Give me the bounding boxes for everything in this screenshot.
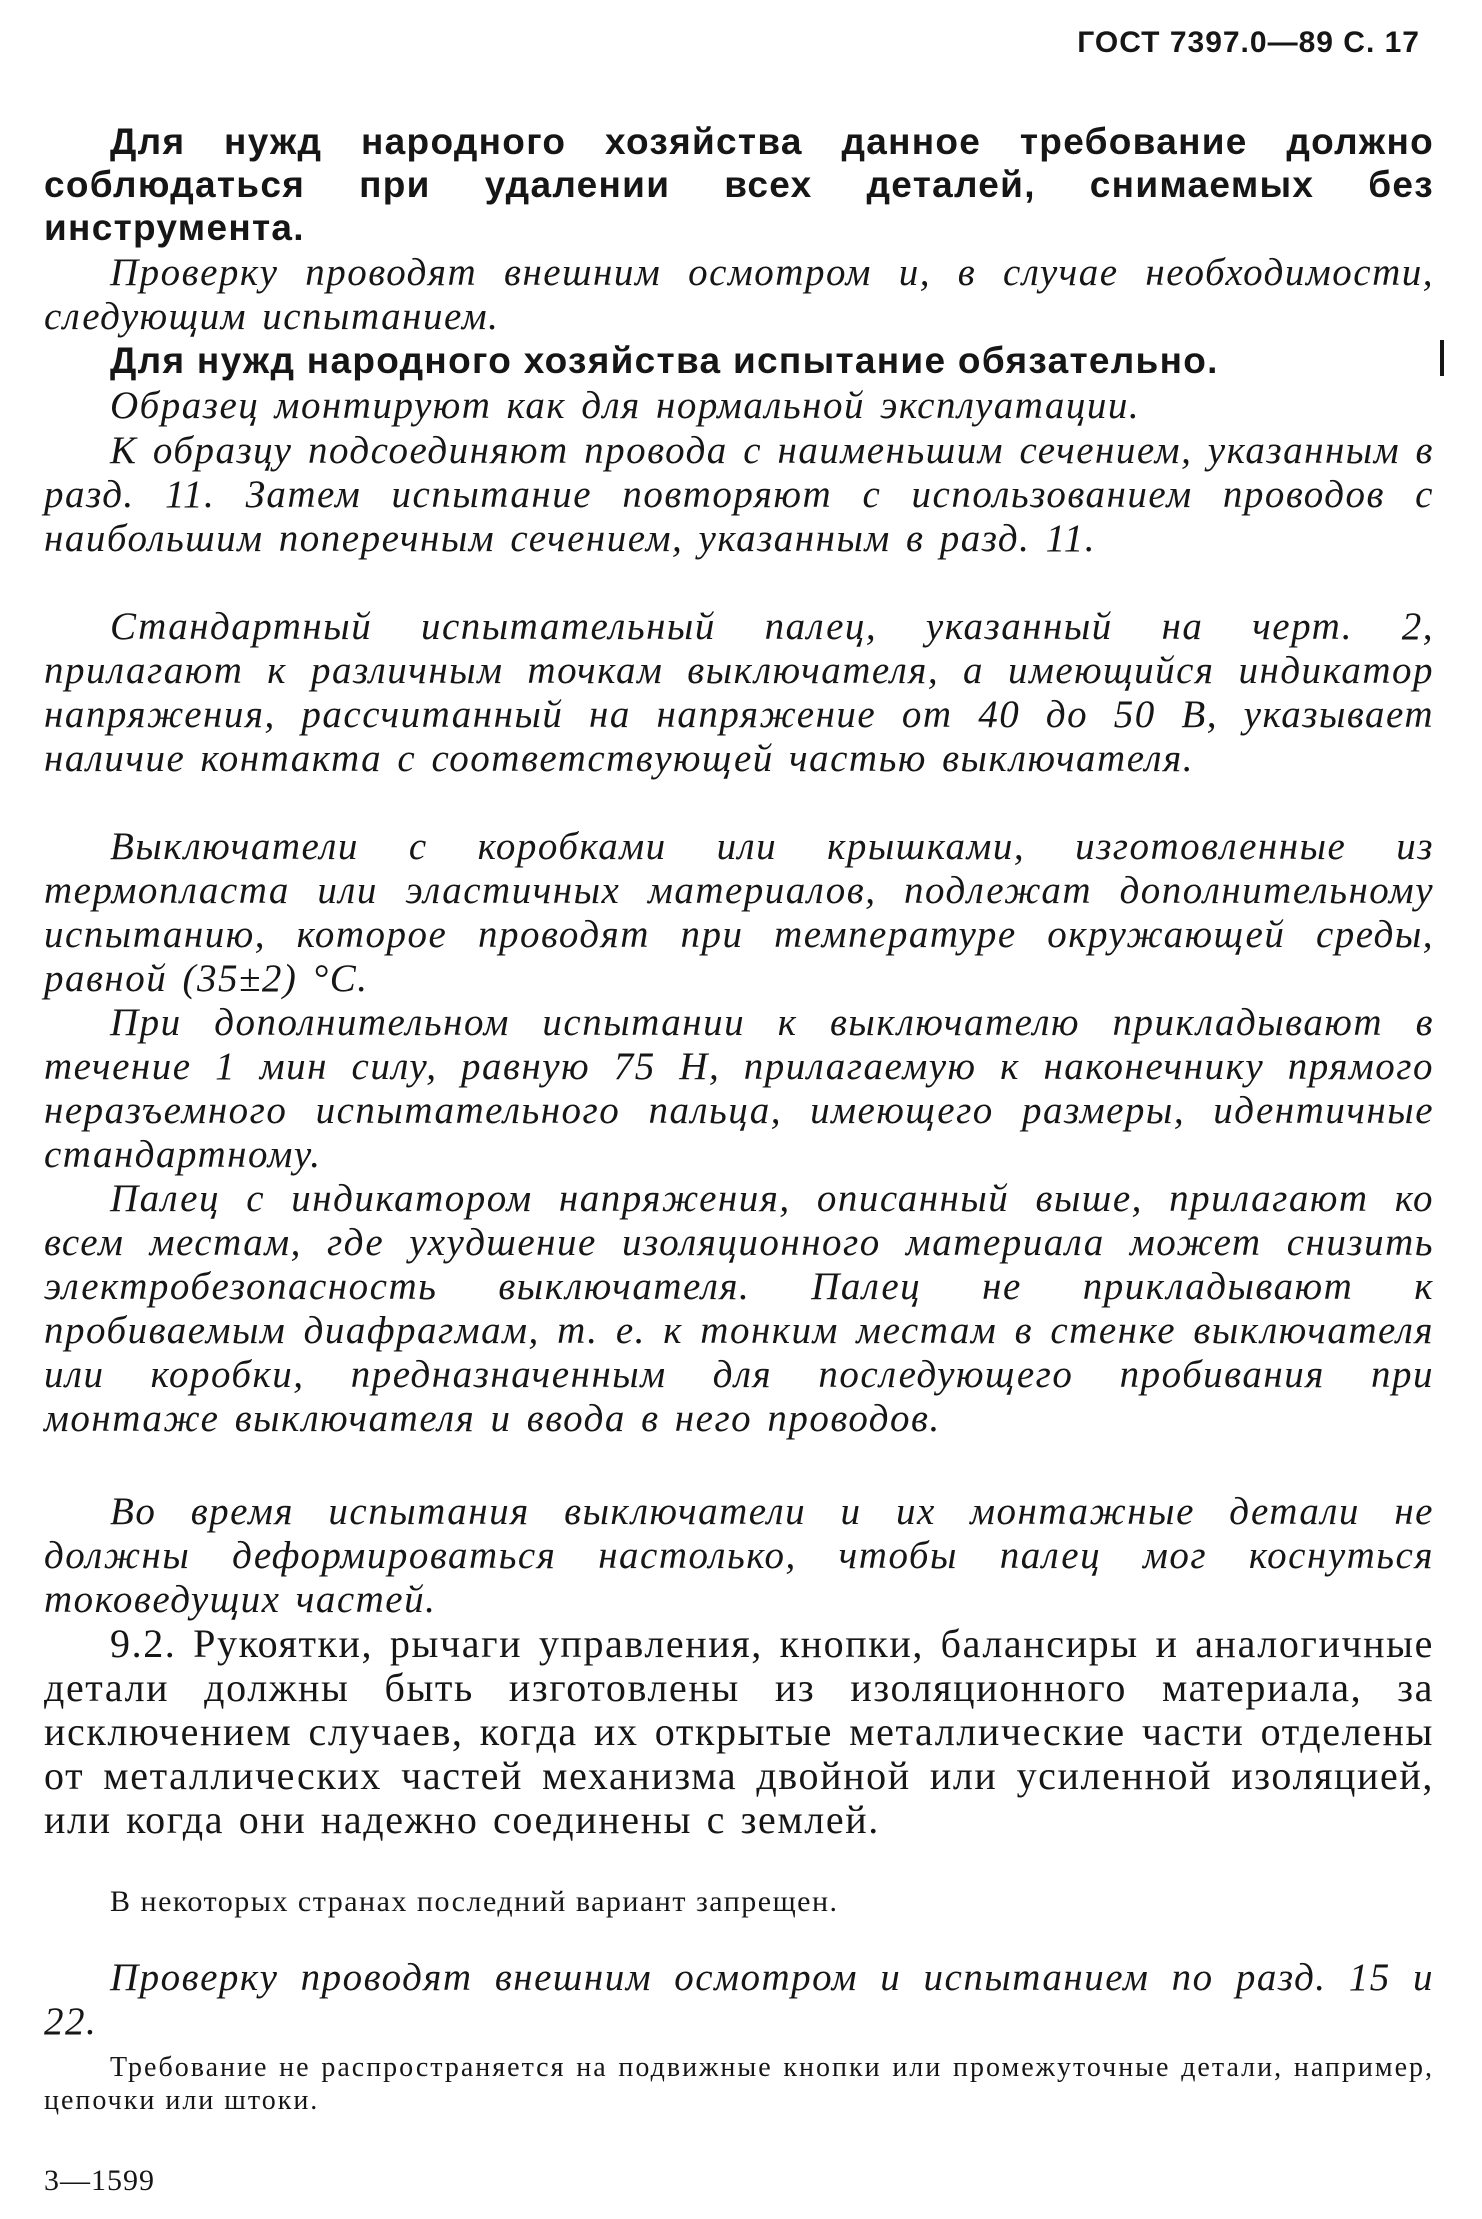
paragraph-voltage-indicator: Палец с индикатором напряжения, описанный выше, прилагают ко всем местам, где ухудшение изоляционного материала может снизить электробезопасность выключателя. Палец не прикладывают к пробиваемым диафрагмам, т. е. к тонким местам в стенке выключателя или коробки, предназначенным для последующего пробивания при монтаже выключателя и ввода в него проводов. (44, 1177, 1434, 1440)
paragraph-wire-connection: К образцу подсоединяют провода с наименьшим сечением, указанным в разд. 11. Затем испытание повторяют с использованием проводов с наибольшим поперечным сечением, указанным в разд. 11. (44, 429, 1434, 560)
paragraph-exclusion-note: Требование не распространяется на подвижные кнопки или промежуточные детали, например, цепочки или штоки. (44, 2052, 1434, 2116)
paragraph-test-mandatory: Для нужд народного хозяйства испытание обязательно. (110, 340, 1219, 381)
paragraph-thermoplastic: Выключатели с коробками или крышками, изготовленные из термопласта или эластичных материалов, подлежат дополнительному испытанию, которое проводят при температуре окружающей среды, равной (35±2) °С. (44, 825, 1434, 1000)
paragraph-check-sections: Проверку проводят внешним осмотром и испытанием по разд. 15 и 22. (44, 1956, 1434, 2043)
paragraph-section-9-2: 9.2. Рукоятки, рычаги управления, кнопки, балансиры и аналогичные детали должны быть изготовлены из изоляционного материала, за исключением случаев, когда их открытые металлические части отделены от металлических частей механизма двойной или усиленной изоляцией, или когда они надежно соединены с землей. (44, 1621, 1434, 1842)
paragraph-note-countries: В некоторых странах последний вариант запрещен. (110, 1885, 839, 1918)
paragraph-additional-test: При дополнительном испытании к выключателю прикладывают в течение 1 мин силу, равную 75 Н, прилагаемую к наконечнику прямого неразъемного испытательного пальца, имеющего размеры, идентичные стандартному. (44, 1001, 1434, 1176)
paragraph-requirement: Для нужд народного хозяйства данное требование должно соблюдаться при удалении всех деталей, снимаемых без инструмента. (44, 121, 1434, 248)
revision-margin-bar (1440, 340, 1444, 376)
page-footer-code: 3—1599 (44, 2164, 155, 2197)
paragraph-test-finger: Стандартный испытательный палец, указанный на черт. 2, прилагают к различным точкам выключателя, а имеющийся индикатор напряжения, рассчитанный на напряжение от 40 до 50 В, указывает наличие контакта с соответствующей частью выключателя. (44, 605, 1434, 780)
page-header: ГОСТ 7397.0—89 С. 17 (1077, 26, 1420, 59)
paragraph-check-method: Проверку проводят внешним осмотром и, в случае необходимости, следующим испытанием. (44, 251, 1434, 338)
paragraph-sample-mounting: Образец монтируют как для нормальной эксплуатации. (110, 384, 1141, 427)
paragraph-deformation: Во время испытания выключатели и их монтажные детали не должны деформироваться настолько, чтобы палец мог коснуться токоведущих частей. (44, 1490, 1434, 1621)
